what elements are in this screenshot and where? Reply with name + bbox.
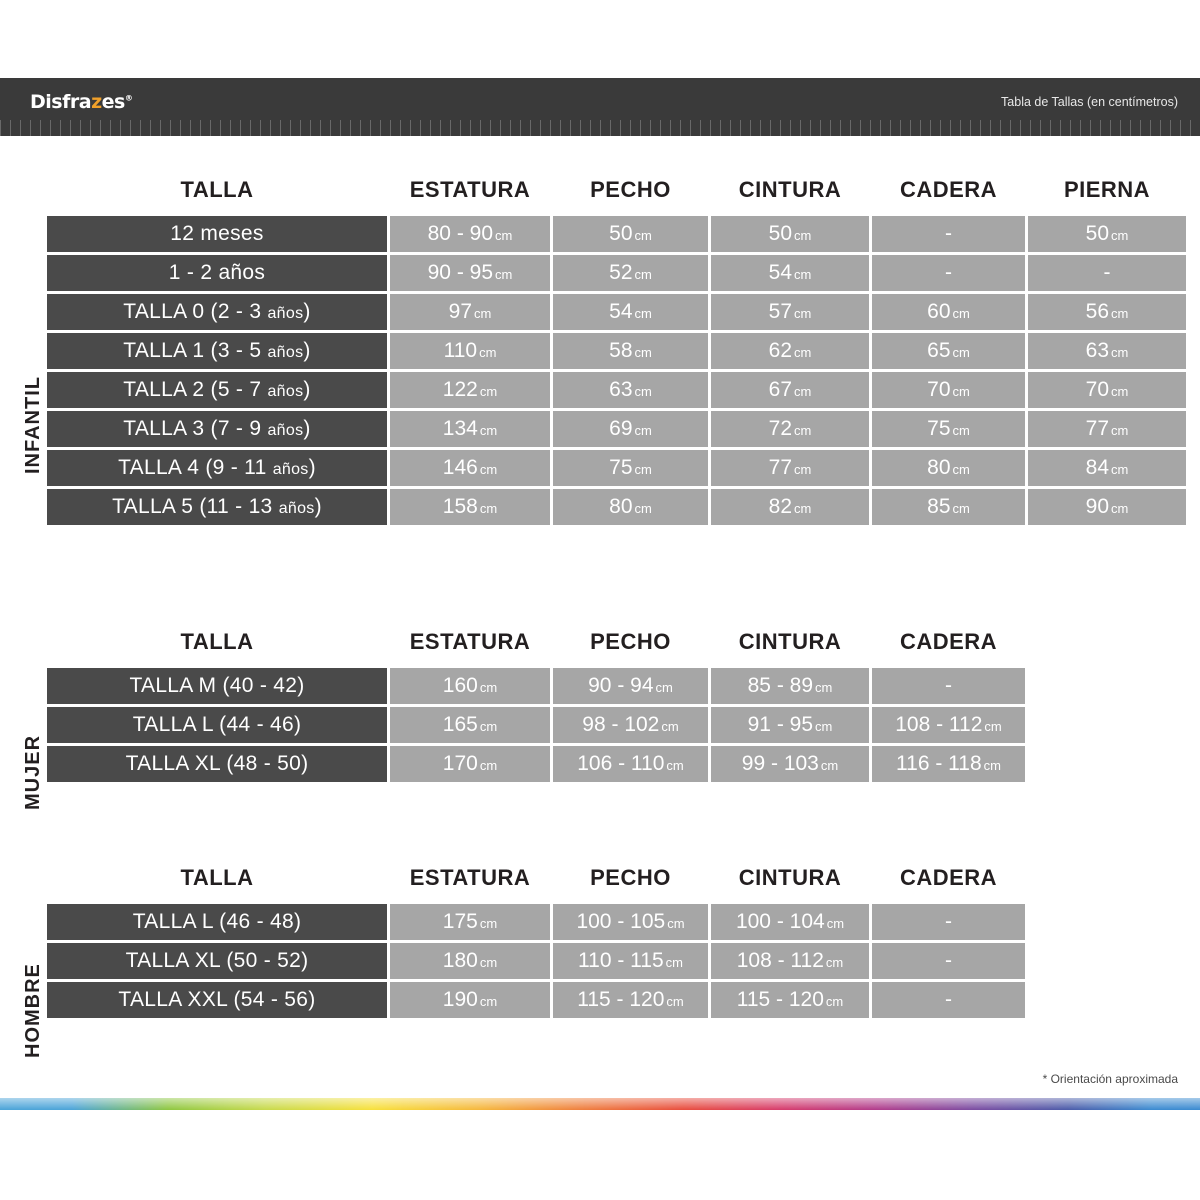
unit-label: cm [1111,228,1129,243]
unit-label: cm [1111,501,1129,516]
age-range: años [267,305,304,322]
measurement-cell: 70 cm [872,372,1025,408]
measurement-cell: 54 cm [711,255,869,291]
size-name-cell: TALLA XXL (54 - 56) [47,982,387,1018]
unit-label: cm [1111,462,1129,477]
column-header-pecho: PECHO [590,177,671,202]
column-header-cintura: CINTURA [738,865,842,890]
unit-label: cm [794,423,812,438]
measurement-cell: 57 cm [711,294,869,330]
unit-label: cm [634,306,652,321]
measurement-cell: 77 cm [1028,411,1186,447]
unit-label: cm [815,719,833,734]
unit-label: cm [1111,345,1129,360]
column-header-cintura: CINTURA [738,629,842,654]
age-range: años [278,500,315,517]
measurement-cell: 69 cm [553,411,708,447]
column-header-pecho: PECHO [590,629,671,654]
table-row [47,668,1025,704]
section-label-infantil: INFANTIL [22,376,44,474]
table-body-mujer [47,668,1025,782]
unit-label: cm [794,345,812,360]
unit-label: cm [666,758,684,773]
measurement-cell: 98 - 102 cm [553,707,708,743]
column-header-estatura: ESTATURA [409,865,531,890]
size-name-cell: 1 - 2 años [47,255,387,291]
brand-logo-main: Disfra [30,91,92,113]
measurement-cell: 63 cm [1028,333,1186,369]
column-header-talla: TALLA [180,865,254,890]
unit-label: cm [634,423,652,438]
unit-label: cm [794,501,812,516]
unit-label: cm [634,462,652,477]
unit-label: cm [825,955,844,970]
size-name-cell: TALLA M (40 - 42) [47,668,387,704]
measurement-cell: - [872,668,1025,704]
table-infantil [44,170,1189,528]
unit-label: cm [495,228,513,243]
table-row [47,450,1186,486]
unit-label: cm [479,955,498,970]
measurement-cell: 100 - 104 cm [711,904,869,940]
table-row [47,982,1025,1018]
measurement-cell: 84 cm [1028,450,1186,486]
measurement-cell: 108 - 112 cm [872,707,1025,743]
measurement-cell: 77 cm [711,450,869,486]
measurement-cell: 134 cm [390,411,550,447]
unit-label: cm [820,758,839,773]
table-body-hombre [47,904,1025,1018]
measurement-cell: 80 - 90 cm [390,216,550,252]
measurement-cell: 58 cm [553,333,708,369]
measurement-cell: 80 cm [872,450,1025,486]
table-row [47,904,1025,940]
column-header-cadera: CADERA [899,865,998,890]
measurement-cell: 52 cm [553,255,708,291]
unit-label: cm [479,384,498,399]
measurement-cell: 115 - 120 cm [553,982,708,1018]
unit-label: cm [655,680,673,695]
unit-label: cm [479,719,498,734]
measurement-cell: 106 - 110 cm [553,746,708,782]
unit-label: cm [815,680,833,695]
measurement-cell: - [872,255,1025,291]
measurement-cell: 85 cm [872,489,1025,525]
unit-label: cm [794,306,812,321]
measurement-cell: 160 cm [390,668,550,704]
measurement-cell: 108 - 112 cm [711,943,869,979]
measurement-cell: - [872,943,1025,979]
brand-logo [30,91,132,113]
table-row [47,943,1025,979]
measurement-cell: 115 - 120 cm [711,982,869,1018]
table-row [47,372,1186,408]
page-title: Tabla de Tallas (en centímetros) [1001,95,1178,109]
measurement-cell: 146 cm [390,450,550,486]
unit-label: cm [634,345,652,360]
measurement-cell: 165 cm [390,707,550,743]
measurement-cell: 90 cm [1028,489,1186,525]
age-range: años [267,344,304,361]
unit-label: cm [952,306,970,321]
unit-label: cm [952,501,970,516]
measurement-cell: 116 - 118 cm [872,746,1025,782]
measurement-cell: 60 cm [872,294,1025,330]
table-row [47,489,1186,525]
size-name-cell: TALLA 0 (2 - 3 años) [47,294,387,330]
unit-label: cm [479,994,498,1009]
unit-label: cm [952,423,970,438]
unit-label: cm [826,916,845,931]
unit-label: cm [667,916,685,931]
column-header-talla: TALLA [180,629,254,654]
table-row [47,746,1025,782]
measurement-cell: 72 cm [711,411,869,447]
measurement-cell: 80 cm [553,489,708,525]
section-label-mujer: MUJER [22,734,44,810]
column-header-pierna: PIERNA [1063,177,1151,202]
section-label-hombre: HOMBRE [22,963,44,1059]
unit-label: cm [1111,384,1129,399]
unit-label: cm [634,228,652,243]
measurement-cell: 158 cm [390,489,550,525]
brand-logo-accent: z [91,91,102,113]
measurement-cell: 85 - 89 cm [711,668,869,704]
unit-label: cm [666,994,684,1009]
ruler-decoration [0,120,1200,136]
size-name-cell: TALLA 5 (11 - 13 años) [47,489,387,525]
column-header-cintura: CINTURA [738,177,842,202]
measurement-cell: 190 cm [390,982,550,1018]
unit-label: cm [825,994,844,1009]
unit-label: cm [479,916,498,931]
measurement-cell: 90 - 95 cm [390,255,550,291]
size-name-cell: TALLA 3 (7 - 9 años) [47,411,387,447]
section-mujer [0,622,1200,832]
table-row [47,411,1186,447]
unit-label: cm [661,719,679,734]
age-range: años [272,461,309,478]
unit-label: cm [984,719,1002,734]
unit-label: cm [479,423,498,438]
measurement-cell: 62 cm [711,333,869,369]
size-name-cell: TALLA XL (50 - 52) [47,943,387,979]
footnote: * Orientación aproximada [1042,1072,1178,1086]
measurement-cell: 170 cm [390,746,550,782]
measurement-cell: 82 cm [711,489,869,525]
measurement-cell: 63 cm [553,372,708,408]
size-name-cell: TALLA XL (48 - 50) [47,746,387,782]
column-header-estatura: ESTATURA [409,177,531,202]
table-header-row [47,625,1025,665]
measurement-cell: 75 cm [872,411,1025,447]
measurement-cell: 90 - 94 cm [553,668,708,704]
measurement-cell: - [872,904,1025,940]
measurement-cell: 50 cm [553,216,708,252]
table-row [47,216,1186,252]
table-hombre [44,858,1028,1021]
table-row [47,333,1186,369]
measurement-cell: 97 cm [390,294,550,330]
unit-label: cm [479,680,498,695]
measurement-cell: - [872,982,1025,1018]
unit-label: cm [479,462,498,477]
table-header-row [47,861,1025,901]
column-header-cadera: CADERA [899,629,998,654]
rainbow-fade [0,1098,1200,1110]
measurement-cell: - [1028,255,1186,291]
unit-label: cm [794,267,812,282]
size-name-cell: TALLA 1 (3 - 5 años) [47,333,387,369]
table-row [47,294,1186,330]
measurement-cell: 70 cm [1028,372,1186,408]
age-range: años [267,422,304,439]
table-row [47,707,1025,743]
unit-label: cm [634,384,652,399]
measurement-cell: 110 - 115 cm [553,943,708,979]
unit-label: cm [952,384,970,399]
measurement-cell: 50 cm [711,216,869,252]
measurement-cell: 100 - 105 cm [553,904,708,940]
measurement-cell: 54 cm [553,294,708,330]
measurement-cell: 56 cm [1028,294,1186,330]
table-body-infantil [47,216,1186,525]
column-header-cadera: CADERA [899,177,998,202]
section-infantil [0,170,1200,590]
unit-label: cm [1111,306,1129,321]
size-name-cell: 12 meses [47,216,387,252]
size-name-cell: TALLA 4 (9 - 11 años) [47,450,387,486]
measurement-cell: 110 cm [390,333,550,369]
measurement-cell: 65 cm [872,333,1025,369]
column-header-talla: TALLA [180,177,254,202]
size-name-cell: TALLA 2 (5 - 7 años) [47,372,387,408]
age-range: años [267,383,304,400]
unit-label: cm [794,228,812,243]
unit-label: cm [479,501,498,516]
unit-label: cm [634,267,652,282]
header-bar [0,78,1200,136]
unit-label: cm [479,758,498,773]
unit-label: cm [665,955,683,970]
unit-label: cm [495,267,513,282]
brand-logo-registered: ® [124,93,133,103]
measurement-cell: 99 - 103 cm [711,746,869,782]
unit-label: cm [634,501,652,516]
measurement-cell: 180 cm [390,943,550,979]
unit-label: cm [474,306,492,321]
measurement-cell: 50 cm [1028,216,1186,252]
table-mujer [44,622,1028,785]
measurement-cell: 67 cm [711,372,869,408]
measurement-cell: 175 cm [390,904,550,940]
size-name-cell: TALLA L (44 - 46) [47,707,387,743]
unit-label: cm [983,758,1001,773]
measurement-cell: 122 cm [390,372,550,408]
unit-label: cm [952,345,970,360]
column-header-pecho: PECHO [590,865,671,890]
table-row [47,255,1186,291]
measurement-cell: - [872,216,1025,252]
table-header-row [47,173,1186,213]
column-header-estatura: ESTATURA [409,629,531,654]
section-hombre [0,858,1200,1068]
unit-label: cm [479,345,497,360]
unit-label: cm [952,462,970,477]
unit-label: cm [1111,423,1129,438]
size-name-cell: TALLA L (46 - 48) [47,904,387,940]
unit-label: cm [794,462,812,477]
measurement-cell: 75 cm [553,450,708,486]
unit-label: cm [794,384,812,399]
brand-logo-tail: es [101,91,125,113]
measurement-cell: 91 - 95 cm [711,707,869,743]
